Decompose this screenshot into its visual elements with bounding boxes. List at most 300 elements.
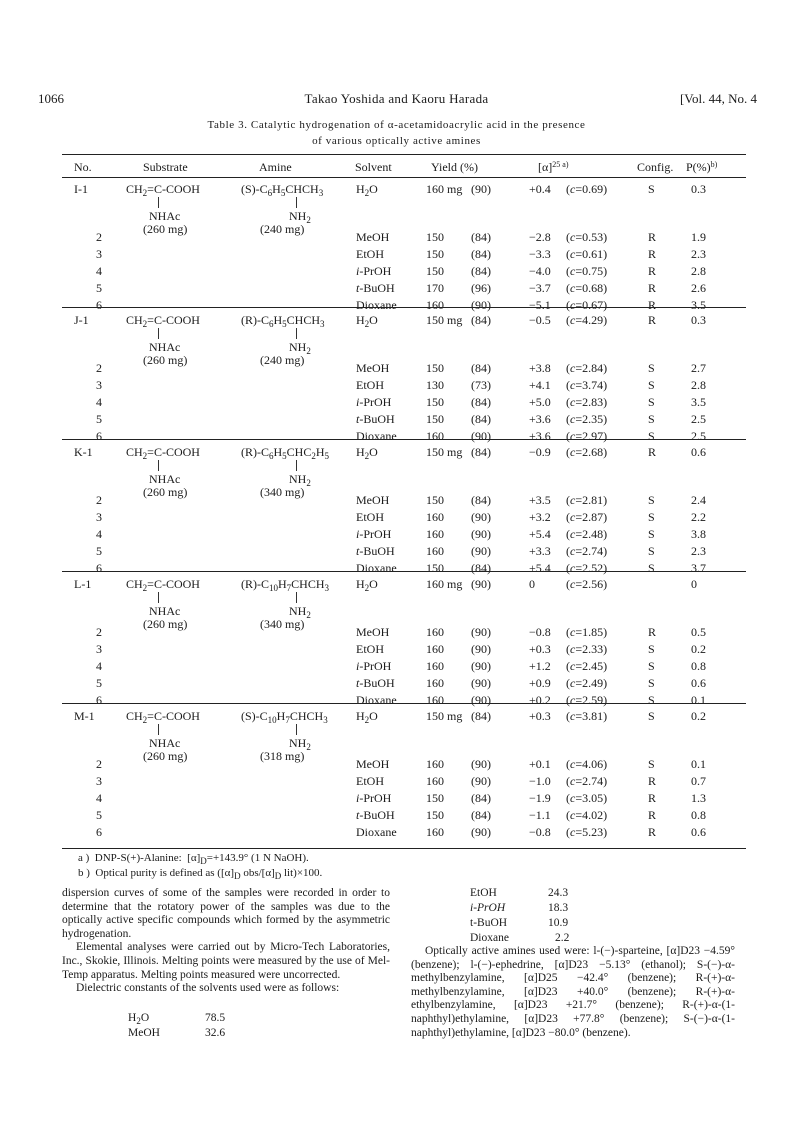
cell-solvent: Dioxane [356, 825, 397, 839]
cell-no: 5 [96, 281, 102, 295]
cell-substrate: $CH_2=C$-COOH [126, 182, 200, 198]
cell-purity: 2.7 [691, 361, 706, 375]
cell-yield-percent: (84) [471, 264, 491, 278]
cell-purity: 3.5 [691, 395, 706, 409]
cell-concentration: (c=0.53) [566, 230, 608, 244]
cell-config: R [648, 298, 657, 312]
cell-no: 6 [96, 298, 102, 312]
cell-purity: 0.3 [691, 182, 706, 196]
cell-config: R [648, 808, 657, 822]
page-number: 1066 [38, 91, 64, 106]
cell-yield-percent: (90) [471, 825, 491, 839]
cell-yield-percent: (84) [471, 445, 491, 459]
table-bottom-rule [62, 848, 746, 849]
cell-config: S [648, 757, 655, 771]
cell-solvent: EtOH [356, 378, 384, 392]
cell-yield-percent: (84) [471, 709, 491, 723]
cell-purity: 0.6 [691, 825, 706, 839]
cell-no: M-1 [74, 709, 95, 723]
cell-concentration: (c=2.52) [566, 561, 608, 575]
cell-solvent: $H_2O$ [356, 313, 378, 329]
cell-solvent: Dioxane [356, 429, 397, 443]
cell-rotation: −4.0 [529, 264, 551, 278]
cell-rotation: +5.4 [529, 527, 551, 541]
cell-solvent: t-BuOH [356, 676, 395, 690]
cell-yield-percent: (90) [471, 527, 491, 541]
cell-config: S [648, 659, 655, 673]
cell-no: 2 [96, 230, 102, 244]
cell-config: S [648, 182, 655, 196]
cell-solvent: MeOH [356, 493, 390, 507]
cell-config: S [648, 561, 655, 575]
col-header-amine: Amine [259, 160, 292, 174]
cell-config: R [648, 825, 657, 839]
cell-yield: 160 mg [426, 182, 463, 196]
cell-substrate-group: NHAc [149, 209, 181, 223]
dielectric-value: 18.3 [548, 902, 569, 914]
cell-concentration: (c=4.02) [566, 808, 608, 822]
cell-rotation: −0.8 [529, 625, 551, 639]
bond-line [158, 197, 159, 208]
cell-concentration: (c=2.87) [566, 510, 608, 524]
bond-line [296, 592, 297, 603]
cell-amine-amount: (340 mg) [260, 617, 305, 631]
cell-yield: 150 [426, 361, 444, 375]
cell-yield: 150 [426, 412, 444, 426]
cell-solvent: EtOH [356, 247, 384, 261]
cell-no: 6 [96, 429, 102, 443]
running-head-volume: [Vol. 44, No. 4 [679, 91, 757, 106]
cell-yield: 150 [426, 395, 444, 409]
cell-yield-percent: (84) [471, 808, 491, 822]
cell-no: 2 [96, 757, 102, 771]
cell-purity: 0 [691, 577, 697, 591]
cell-solvent: $H_2O$ [356, 577, 378, 593]
paragraph: dispersion curves of some of the samples were recorded in order to determine that the rotatory power of the samples was due to the optically active specific compounds which formed by the asymmetric hydrogenation. [62, 887, 390, 940]
paragraph: Dielectric constants of the solvents used were as follows: [76, 982, 340, 995]
cell-amine: $(S)-C_6H_5CHCH_3$ [241, 182, 324, 198]
dielectric-value: 24.3 [548, 887, 569, 899]
cell-purity: 2.2 [691, 510, 706, 524]
cell-solvent: MeOH [356, 230, 390, 244]
cell-no: 3 [96, 642, 102, 656]
cell-solvent: $H_2O$ [356, 182, 378, 198]
cell-yield-percent: (96) [471, 281, 491, 295]
cell-yield: 150 mg [426, 313, 463, 327]
cell-yield: 160 [426, 527, 444, 541]
cell-yield-percent: (90) [471, 544, 491, 558]
cell-concentration: (c=2.74) [566, 544, 608, 558]
cell-solvent: MeOH [356, 625, 390, 639]
cell-yield: 150 [426, 230, 444, 244]
cell-no: 4 [96, 527, 102, 541]
cell-no: 4 [96, 264, 102, 278]
cell-yield: 150 [426, 264, 444, 278]
cell-no: 3 [96, 378, 102, 392]
left-column-text [62, 887, 390, 996]
dielectric-solvent: Dioxane [470, 932, 509, 944]
cell-rotation: +0.9 [529, 676, 551, 690]
cell-solvent: EtOH [356, 510, 384, 524]
cell-solvent: Dioxane [356, 561, 397, 575]
cell-purity: 0.8 [691, 659, 706, 673]
cell-solvent: i-PrOH [356, 264, 392, 278]
table-top-rule [62, 154, 746, 155]
cell-concentration: (c=3.74) [566, 378, 608, 392]
cell-yield: 160 [426, 642, 444, 656]
dielectric-value: 78.5 [205, 1012, 226, 1024]
bond-line [296, 460, 297, 471]
cell-amine-group: $NH_2$ [289, 736, 311, 752]
cell-config: R [648, 230, 657, 244]
running-head-authors: Takao Yoshida and Kaoru Harada [304, 91, 489, 106]
cell-solvent: Dioxane [356, 298, 397, 312]
cell-no: 3 [96, 774, 102, 788]
col-header-purity: P(%)$^{b)}$ [686, 160, 718, 174]
cell-yield-percent: (90) [471, 510, 491, 524]
cell-yield-percent: (90) [471, 676, 491, 690]
cell-concentration: (c=2.48) [566, 527, 608, 541]
cell-concentration: (c=2.97) [566, 429, 608, 443]
cell-purity: 2.6 [691, 281, 706, 295]
cell-concentration: (c=5.23) [566, 825, 608, 839]
cell-concentration: (c=2.35) [566, 412, 608, 426]
cell-solvent: t-BuOH [356, 544, 395, 558]
cell-yield-percent: (84) [471, 412, 491, 426]
cell-rotation: +3.3 [529, 544, 551, 558]
cell-yield: 160 [426, 544, 444, 558]
cell-rotation: +0.2 [529, 693, 551, 707]
cell-yield: 150 [426, 808, 444, 822]
cell-config: S [648, 642, 655, 656]
cell-no: 6 [96, 693, 102, 707]
cell-yield-percent: (90) [471, 659, 491, 673]
cell-yield: 150 mg [426, 709, 463, 723]
cell-no: 5 [96, 808, 102, 822]
cell-purity: 0.1 [691, 693, 706, 707]
cell-purity: 1.3 [691, 791, 706, 805]
cell-concentration: (c=2.59) [566, 693, 608, 707]
cell-amine: $(R)-C_{10}H_7CHCH_3$ [241, 577, 330, 593]
cell-yield-percent: (84) [471, 561, 491, 575]
cell-rotation: +3.6 [529, 429, 551, 443]
group-separator [62, 307, 746, 308]
cell-purity: 2.3 [691, 544, 706, 558]
footnote-b: b ) Optical purity is defined as ($[\alpha]_D$ obs/$[\alpha]_D$ lit)×100. [78, 867, 323, 881]
cell-amine-group: $NH_2$ [289, 340, 311, 356]
right-column-text: Optically active amines used were: l-(−)-sparteine, [α]D23 −4.59° (benzene); l-(−)-ephedrine, [α]D23 −5.13° (ethanol); S-(−)-α-methylbenzylamine, [α]D25 −42.4° (benzene); R-(+)-α-methylbenzylamine, [α]D23 +40.0° (benzene); R-(+)-α-ethylbenzylamine, [α]D23 +21.7° (benzene); R-(+)-α-(1-naphthyl)ethylamine, [α]D23 +77.8° (benzene); S-(−)-α-(1-naphthyl)ethylamine, [α]D23 −80.0° (benzene). [411, 945, 735, 1039]
cell-rotation: −5.1 [529, 298, 551, 312]
col-header-no: No. [74, 160, 92, 174]
cell-rotation: +3.2 [529, 510, 551, 524]
cell-no: 2 [96, 361, 102, 375]
cell-concentration: (c=0.61) [566, 247, 608, 261]
cell-solvent: t-BuOH [356, 281, 395, 295]
cell-concentration: (c=4.29) [566, 313, 608, 327]
cell-config: S [648, 676, 655, 690]
cell-substrate-amount: (260 mg) [143, 749, 188, 763]
cell-solvent: t-BuOH [356, 808, 395, 822]
cell-config: S [648, 527, 655, 541]
cell-purity: 2.3 [691, 247, 706, 261]
cell-yield-percent: (84) [471, 395, 491, 409]
cell-yield-percent: (90) [471, 693, 491, 707]
cell-yield: 150 mg [426, 445, 463, 459]
cell-config: S [648, 510, 655, 524]
dielectric-solvent: MeOH [128, 1027, 160, 1039]
cell-no: K-1 [74, 445, 93, 459]
cell-amine: $(R)-C_6H_5CHCH_3$ [241, 313, 325, 329]
cell-purity: 0.2 [691, 709, 706, 723]
cell-no: L-1 [74, 577, 92, 591]
cell-config: R [648, 313, 657, 327]
cell-purity: 3.7 [691, 561, 706, 575]
cell-rotation: +0.3 [529, 642, 551, 656]
cell-rotation: +5.4 [529, 561, 551, 575]
cell-concentration: (c=2.84) [566, 361, 608, 375]
bond-line [296, 328, 297, 339]
cell-no: 3 [96, 510, 102, 524]
cell-config: S [648, 709, 655, 723]
cell-amine-amount: (318 mg) [260, 749, 305, 763]
cell-yield-percent: (90) [471, 182, 491, 196]
cell-amine-group: $NH_2$ [289, 472, 311, 488]
dielectric-solvent: t-BuOH [470, 917, 508, 929]
cell-no: 5 [96, 676, 102, 690]
cell-yield: 160 [426, 429, 444, 443]
cell-no: 4 [96, 659, 102, 673]
bond-line [158, 328, 159, 339]
cell-yield: 150 [426, 561, 444, 575]
dielectric-value: 2.2 [555, 932, 570, 944]
cell-concentration: (c=3.81) [566, 709, 608, 723]
cell-yield: 160 [426, 659, 444, 673]
cell-rotation: +3.8 [529, 361, 551, 375]
cell-concentration: (c=2.49) [566, 676, 608, 690]
cell-concentration: (c=0.75) [566, 264, 608, 278]
cell-rotation: −1.0 [529, 774, 551, 788]
cell-amine-amount: (240 mg) [260, 222, 305, 236]
cell-purity: 0.1 [691, 757, 706, 771]
cell-amine-amount: (340 mg) [260, 485, 305, 499]
cell-substrate: $CH_2=C$-COOH [126, 577, 200, 593]
cell-rotation: +0.4 [529, 182, 551, 196]
cell-yield: 160 [426, 298, 444, 312]
cell-substrate-group: NHAc [149, 736, 181, 750]
bond-line [296, 724, 297, 735]
cell-solvent: i-PrOH [356, 527, 392, 541]
cell-yield-percent: (90) [471, 625, 491, 639]
cell-no: 5 [96, 412, 102, 426]
cell-config: S [648, 429, 655, 443]
cell-rotation: +4.1 [529, 378, 551, 392]
cell-yield: 130 [426, 378, 444, 392]
cell-purity: 2.4 [691, 493, 706, 507]
table-caption-line1: Table 3. Catalytic hydrogenation of α-acetamidoacrylic acid in the presence [207, 119, 586, 131]
cell-yield-percent: (90) [471, 577, 491, 591]
cell-yield: 160 [426, 757, 444, 771]
cell-purity: 0.6 [691, 445, 706, 459]
cell-rotation: +1.2 [529, 659, 551, 673]
dielectric-solvent: i-PrOH [470, 902, 506, 914]
dielectric-solvent: $H_2O$ [128, 1012, 150, 1026]
cell-substrate-amount: (260 mg) [143, 485, 188, 499]
cell-purity: 0.3 [691, 313, 706, 327]
cell-no: 6 [96, 825, 102, 839]
cell-no: 6 [96, 561, 102, 575]
cell-solvent: $H_2O$ [356, 445, 378, 461]
cell-purity: 0.8 [691, 808, 706, 822]
cell-substrate: $CH_2=C$-COOH [126, 445, 200, 461]
cell-purity: 2.5 [691, 429, 706, 443]
col-header-yield: Yield (%) [431, 160, 478, 174]
cell-amine: $(S)-C_{10}H_7CHCH_3$ [241, 709, 328, 725]
cell-solvent: t-BuOH [356, 412, 395, 426]
header-rule [62, 177, 746, 178]
cell-purity: 0.2 [691, 642, 706, 656]
table-caption-line2: of various optically active amines [312, 135, 481, 147]
cell-yield-percent: (84) [471, 791, 491, 805]
cell-config: S [648, 412, 655, 426]
group-separator [62, 439, 746, 440]
cell-yield-percent: (84) [471, 361, 491, 375]
col-header-rotation: $[\alpha]^{25 a)}$ [538, 160, 569, 174]
cell-rotation: −1.1 [529, 808, 551, 822]
cell-yield-percent: (90) [471, 298, 491, 312]
cell-solvent: i-PrOH [356, 791, 392, 805]
cell-yield: 170 [426, 281, 444, 295]
cell-config: R [648, 281, 657, 295]
cell-config: R [648, 247, 657, 261]
cell-no: J-1 [74, 313, 89, 327]
cell-concentration: (c=2.68) [566, 445, 608, 459]
cell-yield: 150 [426, 247, 444, 261]
cell-yield: 150 [426, 791, 444, 805]
cell-amine-group: $NH_2$ [289, 209, 311, 225]
cell-amine-group: $NH_2$ [289, 604, 311, 620]
cell-concentration: (c=1.85) [566, 625, 608, 639]
cell-yield-percent: (84) [471, 230, 491, 244]
cell-purity: 0.7 [691, 774, 706, 788]
cell-substrate-amount: (260 mg) [143, 617, 188, 631]
cell-solvent: MeOH [356, 361, 390, 375]
col-header-solvent: Solvent [355, 160, 392, 174]
cell-config: S [648, 493, 655, 507]
cell-substrate-group: NHAc [149, 604, 181, 618]
cell-substrate-group: NHAc [149, 340, 181, 354]
cell-config: S [648, 395, 655, 409]
cell-substrate-amount: (260 mg) [143, 353, 188, 367]
cell-yield-percent: (90) [471, 429, 491, 443]
cell-concentration: (c=3.05) [566, 791, 608, 805]
col-header-substrate: Substrate [143, 160, 188, 174]
cell-yield-percent: (90) [471, 774, 491, 788]
cell-no: 3 [96, 247, 102, 261]
cell-yield: 150 [426, 493, 444, 507]
dielectric-value: 32.6 [205, 1027, 226, 1039]
dielectric-value: 10.9 [548, 917, 569, 929]
cell-purity: 2.8 [691, 378, 706, 392]
cell-amine-amount: (240 mg) [260, 353, 305, 367]
cell-yield: 160 [426, 825, 444, 839]
cell-solvent: i-PrOH [356, 395, 392, 409]
cell-concentration: (c=2.81) [566, 493, 608, 507]
cell-concentration: (c=4.06) [566, 757, 608, 771]
cell-rotation: +5.0 [529, 395, 551, 409]
cell-solvent: $H_2O$ [356, 709, 378, 725]
cell-concentration: (c=2.56) [566, 577, 608, 591]
cell-rotation: 0 [529, 577, 535, 591]
cell-rotation: −3.7 [529, 281, 551, 295]
bond-line [296, 197, 297, 208]
cell-config: S [648, 544, 655, 558]
cell-solvent: EtOH [356, 642, 384, 656]
cell-concentration: (c=0.67) [566, 298, 608, 312]
col-header-config: Config. [637, 160, 674, 174]
cell-yield: 160 [426, 693, 444, 707]
dielectric-solvent: EtOH [470, 887, 497, 899]
cell-no: 2 [96, 625, 102, 639]
cell-yield-percent: (90) [471, 642, 491, 656]
bond-line [158, 592, 159, 603]
footnote-a: a ) DNP-S(+)-Alanine: $[\alpha]_D=+143.9^\circ$ (1 N NaOH). [78, 852, 309, 866]
cell-solvent: Dioxane [356, 693, 397, 707]
cell-yield: 160 [426, 625, 444, 639]
cell-concentration: (c=2.83) [566, 395, 608, 409]
cell-rotation: −0.8 [529, 825, 551, 839]
cell-rotation: −1.9 [529, 791, 551, 805]
bond-line [158, 724, 159, 735]
cell-concentration: (c=0.68) [566, 281, 608, 295]
cell-no: I-1 [74, 182, 88, 196]
cell-no: 4 [96, 395, 102, 409]
cell-yield-percent: (90) [471, 757, 491, 771]
cell-no: 2 [96, 493, 102, 507]
cell-substrate-amount: (260 mg) [143, 222, 188, 236]
cell-purity: 0.6 [691, 676, 706, 690]
cell-yield: 160 [426, 676, 444, 690]
cell-substrate: $CH_2=C$-COOH [126, 709, 200, 725]
cell-config: R [648, 791, 657, 805]
cell-purity: 1.9 [691, 230, 706, 244]
cell-no: 5 [96, 544, 102, 558]
paragraph: Elemental analyses were carried out by Micro-Tech Laboratories, Inc., Skokie, Illinois. Melting points were measured by the use of Mel-Temp apparatus. Melting points measured were uncorrected. [62, 941, 390, 981]
cell-concentration: (c=2.74) [566, 774, 608, 788]
cell-substrate: $CH_2=C$-COOH [126, 313, 200, 329]
cell-no: 4 [96, 791, 102, 805]
cell-config: R [648, 625, 657, 639]
cell-config: R [648, 264, 657, 278]
cell-config: S [648, 378, 655, 392]
cell-solvent: i-PrOH [356, 659, 392, 673]
group-separator [62, 571, 746, 572]
cell-purity: 2.8 [691, 264, 706, 278]
cell-rotation: +3.6 [529, 412, 551, 426]
cell-solvent: MeOH [356, 757, 390, 771]
cell-amine: $(R)-C_6H_5CHC_2H_5$ [241, 445, 330, 461]
cell-concentration: (c=2.45) [566, 659, 608, 673]
cell-yield-percent: (73) [471, 378, 491, 392]
cell-rotation: −0.5 [529, 313, 551, 327]
cell-purity: 3.8 [691, 527, 706, 541]
cell-yield-percent: (84) [471, 493, 491, 507]
cell-config: R [648, 774, 657, 788]
cell-rotation: −0.9 [529, 445, 551, 459]
cell-substrate-group: NHAc [149, 472, 181, 486]
cell-rotation: −3.3 [529, 247, 551, 261]
cell-solvent: EtOH [356, 774, 384, 788]
cell-yield: 160 mg [426, 577, 463, 591]
